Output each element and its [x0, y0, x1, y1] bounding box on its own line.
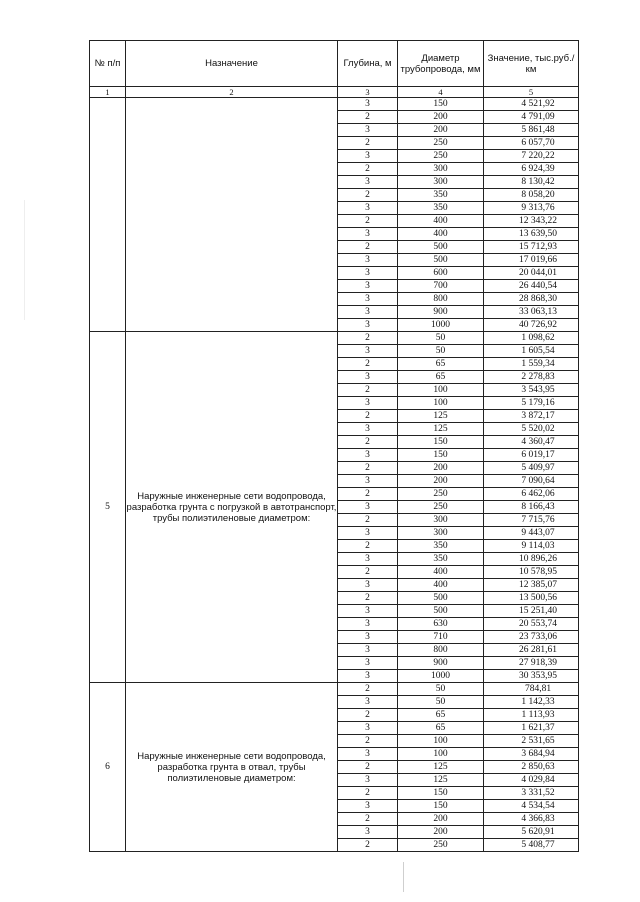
depth-cell: 2 [338, 241, 398, 254]
value-cell: 13 500,56 [484, 592, 579, 605]
depth-cell: 3 [338, 228, 398, 241]
diameter-cell: 500 [398, 592, 484, 605]
value-cell: 5 520,02 [484, 423, 579, 436]
column-number: 2 [126, 87, 338, 98]
depth-cell: 3 [338, 696, 398, 709]
depth-cell: 3 [338, 605, 398, 618]
column-number: 3 [338, 87, 398, 98]
depth-cell: 3 [338, 670, 398, 683]
value-cell: 5 179,16 [484, 397, 579, 410]
header-diameter: Диаметр трубопровода, мм [398, 41, 484, 87]
value-cell: 2 850,63 [484, 761, 579, 774]
diameter-cell: 300 [398, 176, 484, 189]
depth-cell: 2 [338, 215, 398, 228]
depth-cell: 3 [338, 618, 398, 631]
group-number: 5 [90, 332, 126, 683]
value-cell: 784,81 [484, 683, 579, 696]
scan-artifact-line [403, 862, 404, 892]
depth-cell: 3 [338, 579, 398, 592]
value-cell: 5 861,48 [484, 124, 579, 137]
depth-cell: 2 [338, 488, 398, 501]
header-row [90, 41, 579, 87]
diameter-cell: 200 [398, 813, 484, 826]
diameter-cell: 800 [398, 293, 484, 306]
depth-cell: 2 [338, 384, 398, 397]
depth-cell: 2 [338, 761, 398, 774]
value-cell: 33 063,13 [484, 306, 579, 319]
value-cell: 8 130,42 [484, 176, 579, 189]
diameter-cell: 250 [398, 137, 484, 150]
diameter-cell: 125 [398, 423, 484, 436]
value-cell: 4 366,83 [484, 813, 579, 826]
diameter-cell: 50 [398, 683, 484, 696]
value-cell: 3 684,94 [484, 748, 579, 761]
diameter-cell: 100 [398, 384, 484, 397]
diameter-cell: 150 [398, 800, 484, 813]
diameter-cell: 50 [398, 696, 484, 709]
diameter-cell: 400 [398, 566, 484, 579]
value-cell: 2 278,83 [484, 371, 579, 384]
value-cell: 23 733,06 [484, 631, 579, 644]
depth-cell: 3 [338, 475, 398, 488]
value-cell: 3 872,17 [484, 410, 579, 423]
diameter-cell: 900 [398, 306, 484, 319]
value-cell: 1 113,93 [484, 709, 579, 722]
table-row [90, 683, 579, 696]
value-cell: 40 726,92 [484, 319, 579, 332]
value-cell: 6 462,06 [484, 488, 579, 501]
depth-cell: 2 [338, 410, 398, 423]
depth-cell: 3 [338, 267, 398, 280]
depth-cell: 2 [338, 462, 398, 475]
column-number: 1 [90, 87, 126, 98]
diameter-cell: 400 [398, 579, 484, 592]
value-cell: 12 385,07 [484, 579, 579, 592]
depth-cell: 2 [338, 813, 398, 826]
depth-cell: 2 [338, 137, 398, 150]
diameter-cell: 125 [398, 761, 484, 774]
diameter-cell: 100 [398, 748, 484, 761]
value-cell: 4 029,84 [484, 774, 579, 787]
group-description [126, 98, 338, 332]
depth-cell: 2 [338, 163, 398, 176]
table-row [90, 98, 579, 111]
depth-cell: 2 [338, 839, 398, 852]
diameter-cell: 65 [398, 358, 484, 371]
depth-cell: 2 [338, 111, 398, 124]
tariff-table [89, 40, 579, 852]
depth-cell: 3 [338, 176, 398, 189]
diameter-cell: 800 [398, 644, 484, 657]
depth-cell: 3 [338, 826, 398, 839]
depth-cell: 3 [338, 98, 398, 111]
value-cell: 9 114,03 [484, 540, 579, 553]
header-value: Значение, тыс.руб./км [484, 41, 579, 87]
column-number: 4 [398, 87, 484, 98]
depth-cell: 3 [338, 306, 398, 319]
diameter-cell: 200 [398, 826, 484, 839]
depth-cell: 2 [338, 566, 398, 579]
depth-cell: 3 [338, 644, 398, 657]
diameter-cell: 250 [398, 501, 484, 514]
value-cell: 26 281,61 [484, 644, 579, 657]
depth-cell: 3 [338, 449, 398, 462]
depth-cell: 3 [338, 293, 398, 306]
diameter-cell: 100 [398, 397, 484, 410]
value-cell: 10 896,26 [484, 553, 579, 566]
diameter-cell: 65 [398, 371, 484, 384]
value-cell: 20 044,01 [484, 267, 579, 280]
diameter-cell: 300 [398, 514, 484, 527]
value-cell: 3 543,95 [484, 384, 579, 397]
diameter-cell: 150 [398, 449, 484, 462]
diameter-cell: 350 [398, 202, 484, 215]
depth-cell: 3 [338, 124, 398, 137]
column-number: 5 [484, 87, 579, 98]
value-cell: 2 531,65 [484, 735, 579, 748]
value-cell: 8 058,20 [484, 189, 579, 202]
depth-cell: 2 [338, 592, 398, 605]
table-row [90, 332, 579, 345]
depth-cell: 2 [338, 436, 398, 449]
depth-cell: 2 [338, 683, 398, 696]
depth-cell: 3 [338, 722, 398, 735]
value-cell: 26 440,54 [484, 280, 579, 293]
value-cell: 6 019,17 [484, 449, 579, 462]
value-cell: 7 220,22 [484, 150, 579, 163]
header-num: № п/п [90, 41, 126, 87]
table-body [90, 98, 579, 852]
depth-cell: 3 [338, 501, 398, 514]
group-number: 6 [90, 683, 126, 852]
diameter-cell: 350 [398, 189, 484, 202]
value-cell: 6 924,39 [484, 163, 579, 176]
value-cell: 15 712,93 [484, 241, 579, 254]
diameter-cell: 65 [398, 709, 484, 722]
value-cell: 5 408,77 [484, 839, 579, 852]
value-cell: 5 409,97 [484, 462, 579, 475]
group-description: Наружные инженерные сети водопровода, разработка грунта в отвал, трубы полиэтиленовые диаметром: [126, 683, 338, 852]
value-cell: 4 521,92 [484, 98, 579, 111]
value-cell: 8 166,43 [484, 501, 579, 514]
value-cell: 13 639,50 [484, 228, 579, 241]
diameter-cell: 50 [398, 332, 484, 345]
depth-cell: 3 [338, 774, 398, 787]
value-cell: 9 443,07 [484, 527, 579, 540]
diameter-cell: 300 [398, 527, 484, 540]
diameter-cell: 200 [398, 111, 484, 124]
depth-cell: 3 [338, 527, 398, 540]
value-cell: 30 353,95 [484, 670, 579, 683]
table-header [90, 41, 579, 98]
header-purpose: Назначение [126, 41, 338, 87]
diameter-cell: 500 [398, 254, 484, 267]
value-cell: 4 534,54 [484, 800, 579, 813]
diameter-cell: 200 [398, 124, 484, 137]
value-cell: 9 313,76 [484, 202, 579, 215]
value-cell: 12 343,22 [484, 215, 579, 228]
depth-cell: 2 [338, 358, 398, 371]
diameter-cell: 500 [398, 241, 484, 254]
diameter-cell: 250 [398, 488, 484, 501]
header-depth: Глубина, м [338, 41, 398, 87]
value-cell: 4 791,09 [484, 111, 579, 124]
diameter-cell: 400 [398, 228, 484, 241]
value-cell: 1 621,37 [484, 722, 579, 735]
column-number-row [90, 87, 579, 98]
depth-cell: 3 [338, 657, 398, 670]
depth-cell: 2 [338, 735, 398, 748]
diameter-cell: 300 [398, 163, 484, 176]
diameter-cell: 125 [398, 774, 484, 787]
depth-cell: 3 [338, 345, 398, 358]
depth-cell: 2 [338, 332, 398, 345]
value-cell: 10 578,95 [484, 566, 579, 579]
depth-cell: 2 [338, 514, 398, 527]
diameter-cell: 65 [398, 722, 484, 735]
diameter-cell: 500 [398, 605, 484, 618]
value-cell: 6 057,70 [484, 137, 579, 150]
value-cell: 1 605,54 [484, 345, 579, 358]
diameter-cell: 150 [398, 436, 484, 449]
diameter-cell: 100 [398, 735, 484, 748]
depth-cell: 3 [338, 423, 398, 436]
value-cell: 7 715,76 [484, 514, 579, 527]
diameter-cell: 200 [398, 462, 484, 475]
depth-cell: 2 [338, 709, 398, 722]
depth-cell: 3 [338, 202, 398, 215]
depth-cell: 3 [338, 397, 398, 410]
group-description: Наружные инженерные сети водопровода, разработка грунта с погрузкой в автотранспорт, трубы полиэтиленовые диаметром: [126, 332, 338, 683]
value-cell: 5 620,91 [484, 826, 579, 839]
group-number [90, 98, 126, 332]
diameter-cell: 350 [398, 540, 484, 553]
diameter-cell: 630 [398, 618, 484, 631]
diameter-cell: 1000 [398, 319, 484, 332]
value-cell: 20 553,74 [484, 618, 579, 631]
value-cell: 28 868,30 [484, 293, 579, 306]
diameter-cell: 1000 [398, 670, 484, 683]
value-cell: 1 142,33 [484, 696, 579, 709]
diameter-cell: 125 [398, 410, 484, 423]
diameter-cell: 350 [398, 553, 484, 566]
diameter-cell: 250 [398, 839, 484, 852]
diameter-cell: 400 [398, 215, 484, 228]
diameter-cell: 150 [398, 98, 484, 111]
diameter-cell: 600 [398, 267, 484, 280]
depth-cell: 3 [338, 254, 398, 267]
value-cell: 27 918,39 [484, 657, 579, 670]
depth-cell: 3 [338, 800, 398, 813]
depth-cell: 2 [338, 787, 398, 800]
value-cell: 7 090,64 [484, 475, 579, 488]
value-cell: 3 331,52 [484, 787, 579, 800]
value-cell: 4 360,47 [484, 436, 579, 449]
diameter-cell: 900 [398, 657, 484, 670]
value-cell: 17 019,66 [484, 254, 579, 267]
depth-cell: 3 [338, 319, 398, 332]
depth-cell: 3 [338, 371, 398, 384]
diameter-cell: 150 [398, 787, 484, 800]
value-cell: 15 251,40 [484, 605, 579, 618]
diameter-cell: 700 [398, 280, 484, 293]
diameter-cell: 50 [398, 345, 484, 358]
depth-cell: 3 [338, 280, 398, 293]
value-cell: 1 098,62 [484, 332, 579, 345]
depth-cell: 2 [338, 540, 398, 553]
diameter-cell: 250 [398, 150, 484, 163]
depth-cell: 2 [338, 189, 398, 202]
scan-artifact-line [24, 200, 25, 320]
depth-cell: 3 [338, 631, 398, 644]
value-cell: 1 559,34 [484, 358, 579, 371]
depth-cell: 3 [338, 748, 398, 761]
diameter-cell: 710 [398, 631, 484, 644]
diameter-cell: 200 [398, 475, 484, 488]
depth-cell: 3 [338, 553, 398, 566]
depth-cell: 3 [338, 150, 398, 163]
